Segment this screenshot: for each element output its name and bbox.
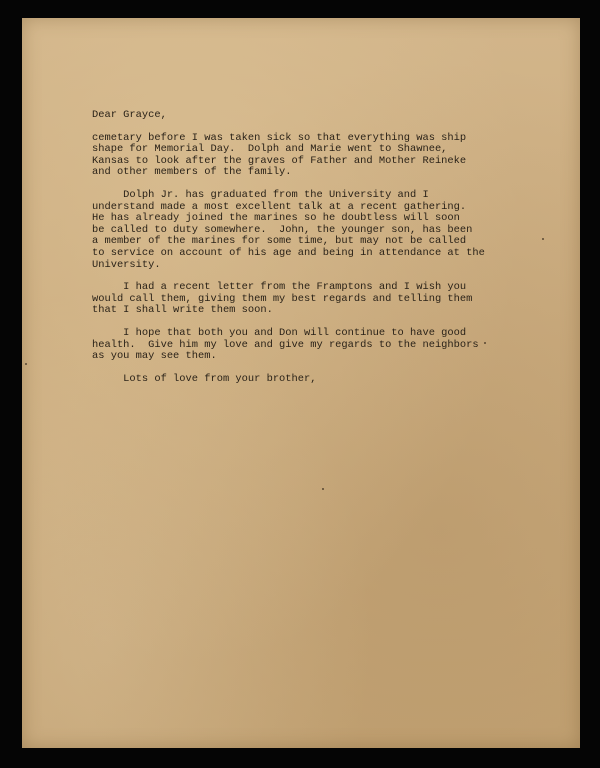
letter-paragraph xyxy=(92,190,542,271)
letter-line: University. xyxy=(92,258,161,271)
letter-paragraph xyxy=(92,328,542,363)
letter-body xyxy=(92,110,542,385)
letter-line: Dolph Jr. has graduated from the University and I xyxy=(92,188,429,201)
letter-line: Kansas to look after the graves of Father and Mother Reineke xyxy=(92,154,467,167)
letter-line: be called to duty somewhere. John, the younger son, has been xyxy=(92,223,473,236)
letter-line: a member of the marines for some time, but may not be called xyxy=(92,235,467,248)
letter-line: I had a recent letter from the Framptons and I wish you xyxy=(92,281,467,294)
letter-page xyxy=(22,18,580,748)
letter-line: and other members of the family. xyxy=(92,166,292,179)
letter-line: I hope that both you and Don will continue to have good xyxy=(92,326,467,339)
letter-line: as you may see them. xyxy=(92,350,217,363)
paper-speck xyxy=(25,363,27,365)
letter-line: He has already joined the marines so he doubtless will soon xyxy=(92,212,460,225)
letter-closing: Lots of love from your brother, xyxy=(92,372,317,385)
letter-line: that I shall write them soon. xyxy=(92,304,273,317)
letter-line: health. Give him my love and give my regards to the neighbors xyxy=(92,338,479,351)
paper-speck xyxy=(542,238,544,240)
letter-line: would call them, giving them my best regards and telling them xyxy=(92,292,473,305)
paper-speck xyxy=(322,488,324,490)
letter-line: shape for Memorial Day. Dolph and Marie went to Shawnee, xyxy=(92,143,448,156)
letter-line: to service on account of his age and being in attendance at the xyxy=(92,246,485,259)
letter-paragraph xyxy=(92,282,542,317)
letter-line: understand made a most excellent talk at a recent gathering. xyxy=(92,200,467,213)
letter-salutation: Dear Grayce, xyxy=(92,109,167,121)
letter-paragraph xyxy=(92,133,542,179)
letter-line: cemetary before I was taken sick so that everything was ship xyxy=(92,131,467,144)
